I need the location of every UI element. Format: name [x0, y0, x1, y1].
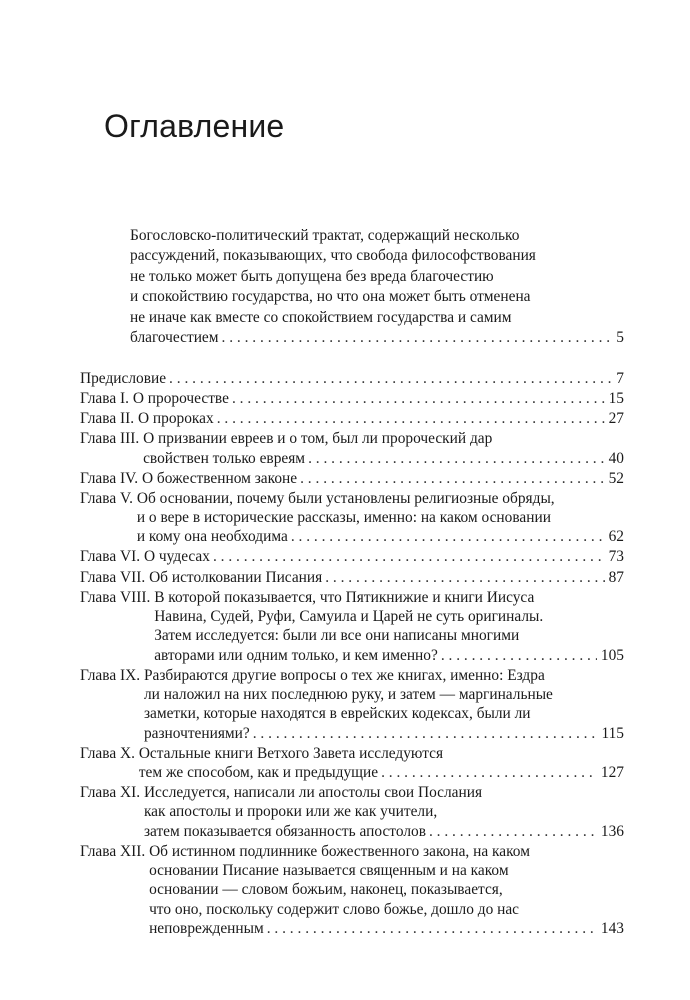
intro-line-text: не иначе как вместе со спокойствием государства и самим: [130, 308, 512, 326]
chapter-label: Глава XI.: [80, 784, 141, 801]
dot-leader: [232, 389, 605, 408]
page-number: 73: [608, 548, 624, 566]
page-number: 105: [600, 646, 624, 664]
toc-entry[interactable]: [80, 469, 624, 488]
chapter-title-line: и кому она необходима: [136, 528, 288, 546]
chapter-title-line: авторами или одним только, и кем именно?: [154, 646, 438, 664]
chapter-title-line: затем показывается обязанность апостолов: [143, 822, 426, 840]
toc-entry[interactable]: [80, 588, 624, 665]
chapter-title-line: ли наложил на них последнюю руку, и затем — маргинальные: [143, 685, 553, 703]
chapter-title-line: О призвании евреев и о том, был ли пророческий дар: [143, 430, 493, 448]
intro-entry: [130, 226, 624, 348]
toc-line: [80, 880, 624, 899]
dot-leader: [222, 328, 613, 348]
toc-line: [80, 685, 624, 704]
chapter-label: Глава IV.: [80, 469, 139, 487]
chapter-title-line: О пророках: [137, 410, 214, 428]
dot-leader: [325, 568, 604, 587]
page-number: 87: [608, 568, 624, 586]
toc-entry[interactable]: [80, 389, 624, 408]
chapter-title-line: Затем исследуется: были ли все они написаны многими: [154, 627, 520, 645]
chapter-title-line: как апостолы и пророки или же как учители,: [143, 803, 438, 821]
toc-line: [80, 861, 624, 880]
chapter-title-line: и о вере в исторические рассказы, именно: на каком основании: [136, 509, 551, 527]
toc-line: [80, 409, 624, 428]
toc-line: [80, 763, 624, 782]
intro-line: [130, 246, 624, 266]
dot-leader: [267, 919, 597, 938]
page-number: 15: [608, 390, 624, 408]
toc-line: [80, 489, 624, 508]
toc-entry[interactable]: [80, 547, 624, 566]
intro-line-text: Богословско-политический трактат, содержащий несколько: [130, 227, 520, 244]
table-of-contents: [80, 369, 624, 939]
intro-line: [130, 328, 624, 348]
toc-entry[interactable]: [80, 744, 624, 783]
toc-line: [80, 568, 624, 587]
chapter-title-line: Об истинном подлиннике божественного закона, на каком: [149, 842, 530, 860]
intro-line-text: и спокойствию государства, но что она может быть отменена: [130, 288, 531, 306]
chapter-title-line: Разбираются другие вопросы о тех же книгах, именно: Ездра: [143, 666, 545, 684]
toc-line: [80, 646, 624, 665]
chapter-title-line: заметки, которые находятся в еврейских кодексах, были ли: [143, 705, 531, 723]
dot-leader: [441, 646, 597, 665]
chapter-title-line: Навина, Судей, Руфи, Самуила и Царей не суть оригиналы.: [154, 607, 544, 625]
page-number: 62: [608, 528, 624, 546]
intro-line: [130, 267, 624, 287]
intro-line: [130, 308, 624, 328]
chapter-title-line: основании Писание называется священным и на каком: [149, 861, 509, 879]
page-number: 40: [608, 449, 624, 467]
toc-entry[interactable]: [80, 369, 624, 388]
page-number: 143: [600, 919, 624, 937]
toc-line: [80, 900, 624, 919]
chapter-label: Глава II.: [80, 410, 135, 428]
dot-leader: [300, 469, 605, 488]
chapter-title-line: неповрежденным: [149, 919, 264, 937]
chapter-label: Глава XII.: [80, 842, 146, 860]
chapter-label: Глава V.: [80, 489, 133, 507]
page-number: 27: [608, 410, 624, 428]
page-number: 7: [616, 370, 624, 387]
toc-line: [80, 842, 624, 861]
chapter-title-line: тем же способом, как и предыдущие: [138, 763, 379, 781]
page-number: 52: [608, 469, 624, 487]
intro-line: [130, 226, 624, 246]
chapter-title-line: О пророчестве: [132, 390, 229, 408]
page-number: 136: [600, 822, 624, 840]
dot-leader: [217, 409, 605, 428]
toc-line: [80, 666, 624, 685]
dot-leader: [308, 449, 605, 468]
toc-line: [80, 802, 624, 821]
dot-leader: [169, 369, 612, 388]
intro-line-text: не только может быть допущена без вреда благочестию: [130, 267, 494, 285]
toc-line: [80, 588, 624, 607]
toc-entry[interactable]: [80, 666, 624, 743]
chapter-label: Глава VIII.: [80, 588, 151, 606]
chapter-title-line: что оно, поскольку содержит слово божье, дошло до нас: [149, 900, 520, 918]
toc-line: [80, 626, 624, 645]
toc-line: [80, 607, 624, 626]
chapter-title-line: В которой показывается, что Пятикнижие и книги Иисуса: [154, 588, 535, 606]
intro-line: [130, 287, 624, 307]
toc-line: [80, 547, 624, 566]
page-title: Оглавление: [104, 108, 285, 144]
intro-line-text: благочестием: [130, 328, 219, 346]
dot-leader: [253, 724, 598, 743]
toc-line: [80, 783, 624, 802]
chapter-title-line: О чудесах: [143, 548, 210, 566]
chapter-title-line: разночтениями?: [143, 724, 250, 742]
toc-entry[interactable]: [80, 783, 624, 841]
toc-line: [80, 508, 624, 527]
toc-entry[interactable]: [80, 568, 624, 587]
toc-line: [80, 389, 624, 408]
toc-line: [80, 429, 624, 448]
page-number: 115: [601, 724, 624, 742]
toc-line: [80, 704, 624, 723]
dot-leader: [381, 763, 597, 782]
dot-leader: [213, 547, 605, 566]
chapter-label: Глава VI.: [80, 548, 141, 566]
toc-line: [80, 527, 624, 546]
toc-line: [80, 724, 624, 743]
chapter-label: Глава I.: [80, 390, 129, 408]
toc-line: [80, 449, 624, 468]
toc-line: [80, 744, 624, 763]
chapter-label: Глава III.: [80, 430, 140, 448]
page-number: 5: [616, 328, 624, 346]
chapter-title-line: Предисловие: [80, 370, 167, 387]
toc-line: [80, 919, 624, 938]
chapter-title-line: О божественном законе: [141, 469, 298, 487]
toc-entry[interactable]: [80, 489, 624, 547]
dot-leader: [429, 822, 597, 841]
chapter-title-line: основании — словом божьим, наконец, показывается,: [149, 881, 503, 899]
chapter-title-line: свойствен только евреям: [143, 449, 306, 467]
chapter-title-line: Исследуется, написали ли апостолы свои Послания: [143, 784, 483, 801]
toc-entry[interactable]: [80, 842, 624, 938]
toc-line: [80, 369, 624, 388]
intro-line-text: рассуждений, показывающих, что свобода философствования: [130, 247, 536, 265]
toc-line: [80, 822, 624, 841]
chapter-title-line: Об истолковании Писания: [149, 568, 323, 586]
chapter-label: Глава VII.: [80, 568, 146, 586]
dot-leader: [291, 527, 605, 546]
toc-entry[interactable]: [80, 429, 624, 468]
page-number: 127: [600, 763, 624, 781]
chapter-title-line: Остальные книги Ветхого Завета исследуются: [138, 744, 444, 762]
toc-entry[interactable]: [80, 409, 624, 428]
chapter-label: Глава X.: [80, 744, 135, 762]
toc-line: [80, 469, 624, 488]
chapter-title-line: Об основании, почему были установлены религиозные обряды,: [136, 489, 555, 507]
chapter-label: Глава IX.: [80, 666, 141, 684]
